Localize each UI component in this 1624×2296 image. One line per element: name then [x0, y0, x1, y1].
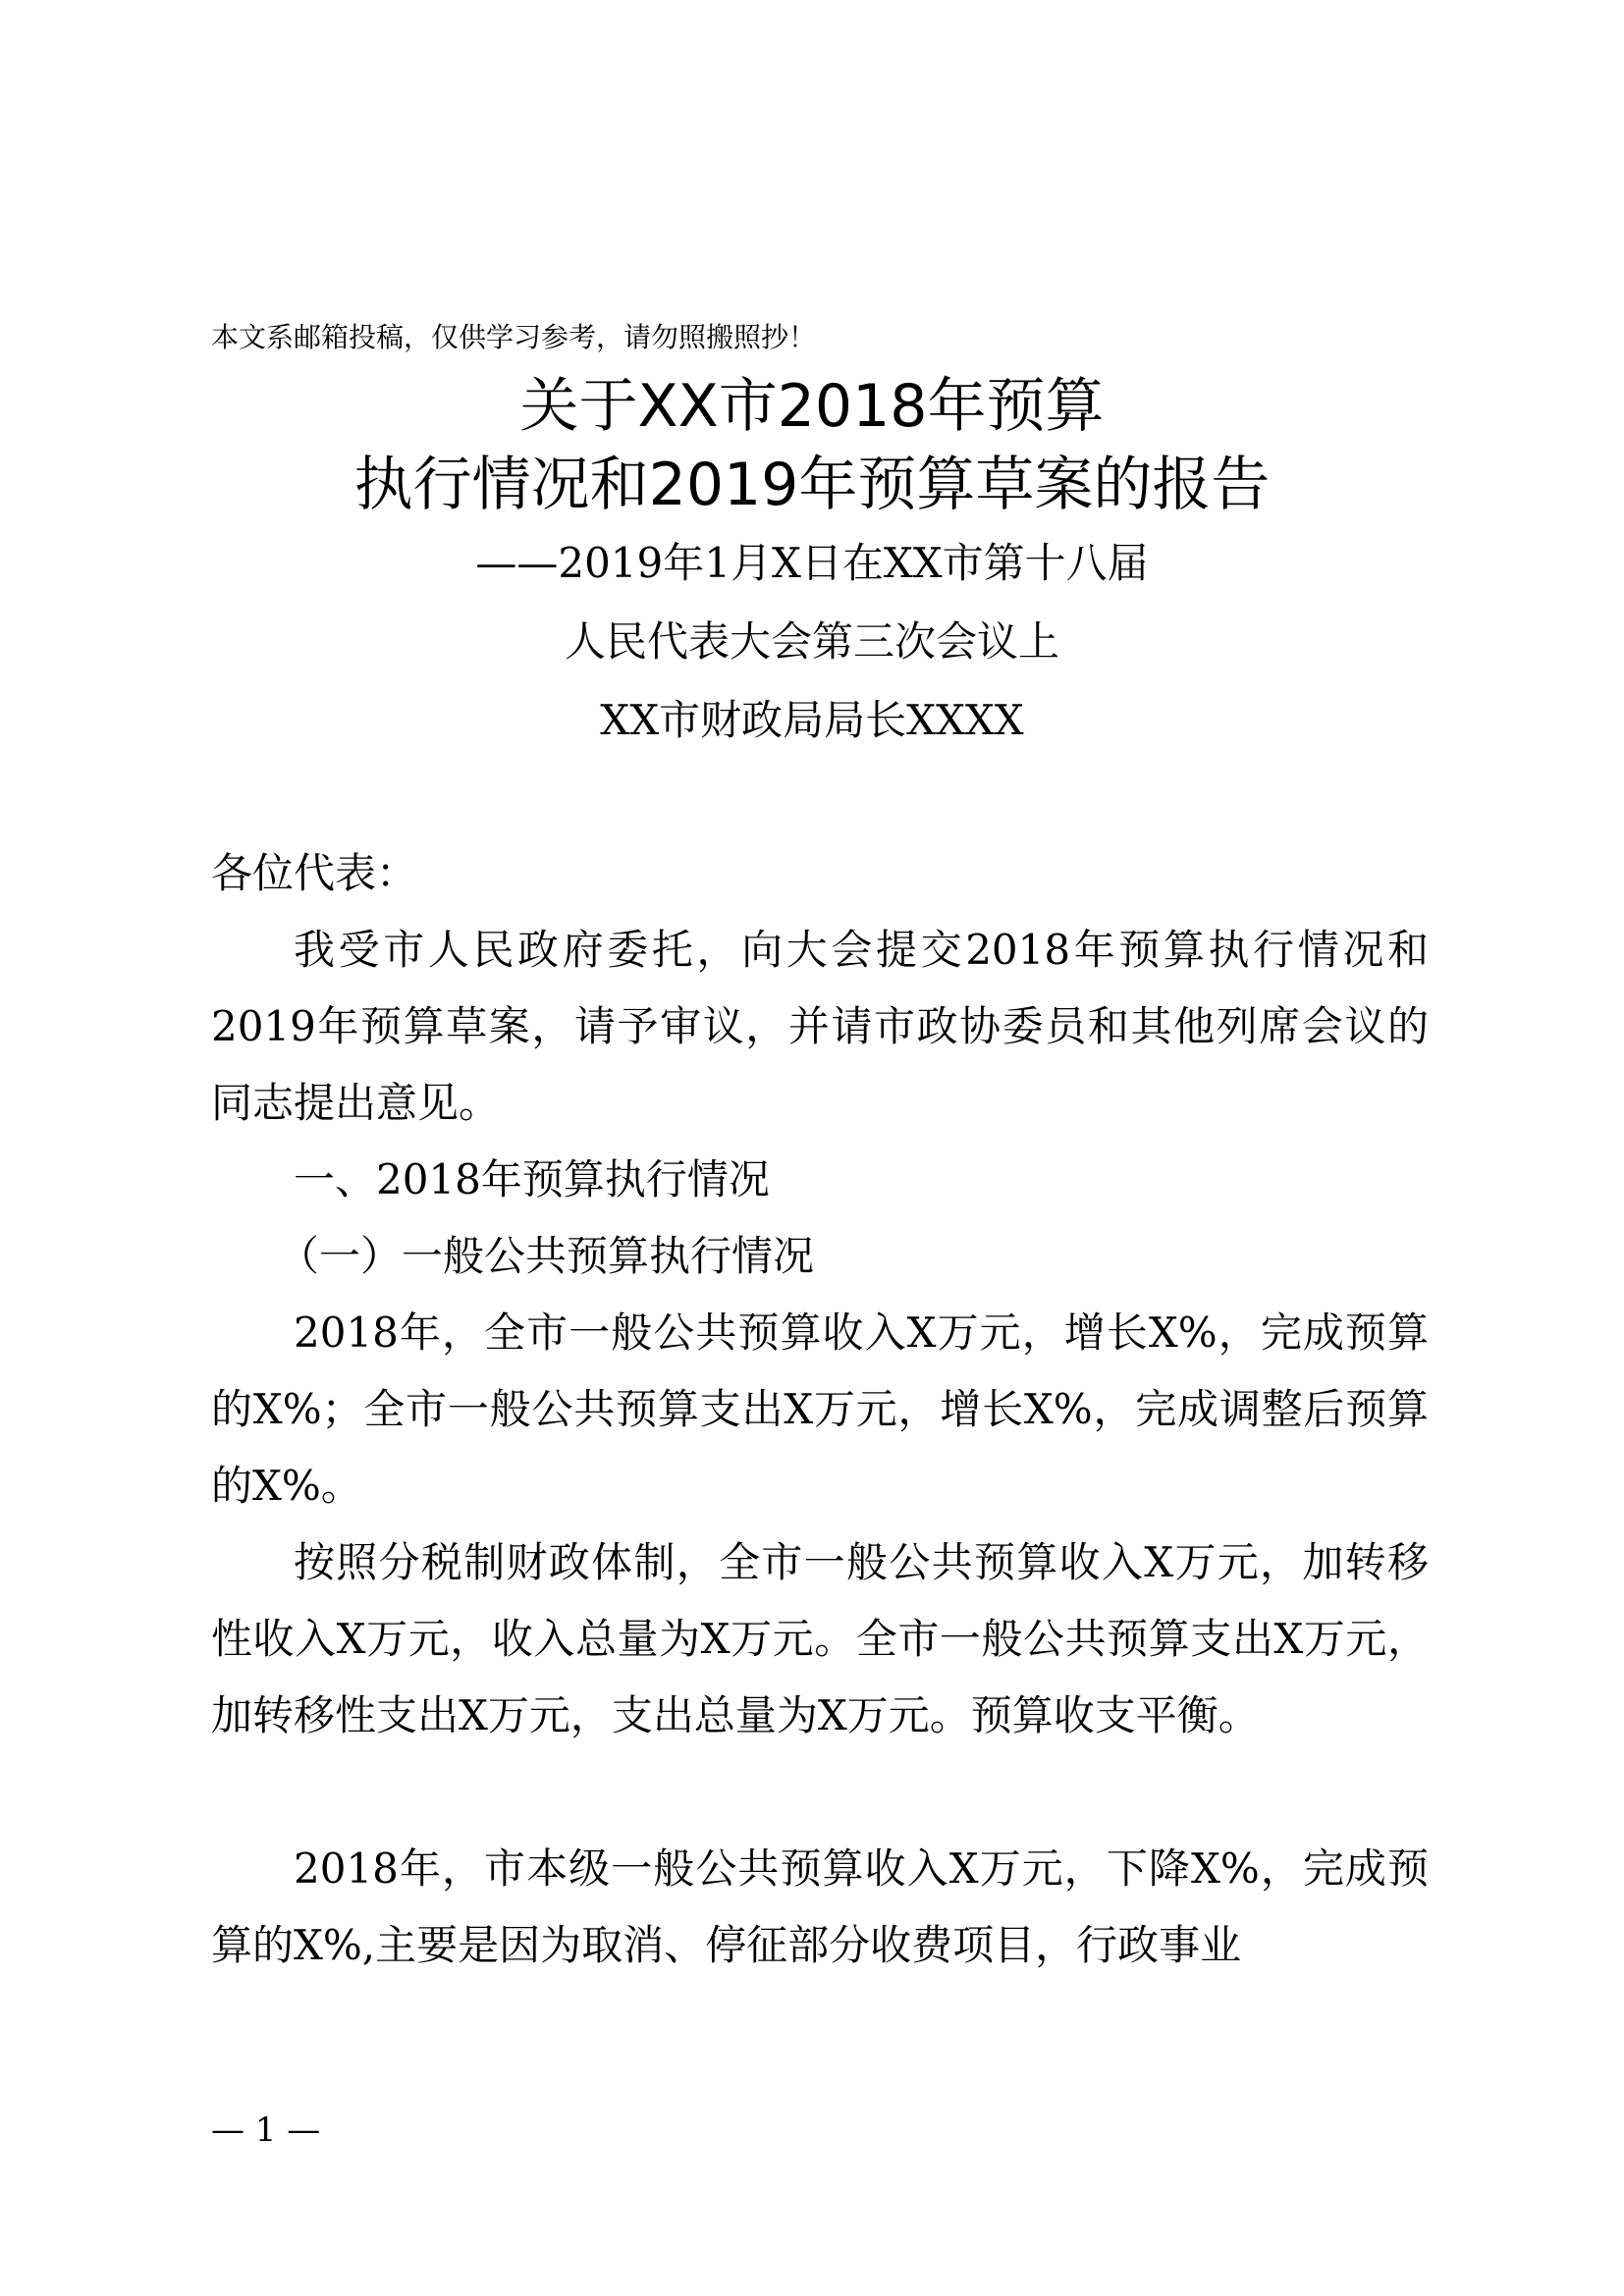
report-title-line-1: 关于XX市2018年预算	[519, 372, 1105, 441]
tax-system-paragraph-block	[211, 1524, 1429, 1754]
subtitle-line-1: ——2019年1月X日在XX市第十八届	[475, 539, 1149, 587]
subtitle-line-3: XX市财政局局长XXXX	[600, 696, 1024, 744]
general-budget-paragraph-block	[211, 1295, 1429, 1524]
intro-paragraph: 我受市人民政府委托，向大会提交2018年预算执行情况和2019年预算草案，请予审议，并请市政协委员和其他列席会议的同志提出意见。	[211, 926, 1429, 1127]
subsection-heading-1: （一）一般公共预算执行情况	[278, 1232, 815, 1280]
subtitle-line-2: 人民代表大会第三次会议上	[564, 617, 1059, 666]
city-level-paragraph-block	[211, 1831, 1429, 1984]
section-heading-1: 一、2018年预算执行情况	[294, 1155, 770, 1203]
page-number: — 1 —	[211, 2110, 321, 2150]
general-budget-paragraph: 2018年，全市一般公共预算收入X万元，增长X%，完成预算的X%；全市一般公共预算支出X万元，增长X%，完成调整后预算的X%。	[211, 1308, 1429, 1510]
salutation: 各位代表：	[211, 849, 418, 897]
disclaimer-notice: 本文系邮箱投稿，仅供学习参考，请勿照搬照抄！	[211, 321, 817, 353]
tax-system-paragraph: 按照分税制财政体制，全市一般公共预算收入X万元，加转移性收入X万元，收入总量为X万元。全市一般公共预算支出X万元，加转移性支出X万元，支出总量为X万元。预算收支平衡。	[211, 1538, 1429, 1739]
intro-paragraph-block	[211, 912, 1429, 1142]
report-title-line-2: 执行情况和2019年预算草案的报告	[353, 451, 1271, 519]
city-level-paragraph: 2018年，市本级一般公共预算收入X万元，下降X%，完成预算的X%,主要是因为取消、停征部分收费项目，行政事业	[211, 1844, 1429, 1969]
